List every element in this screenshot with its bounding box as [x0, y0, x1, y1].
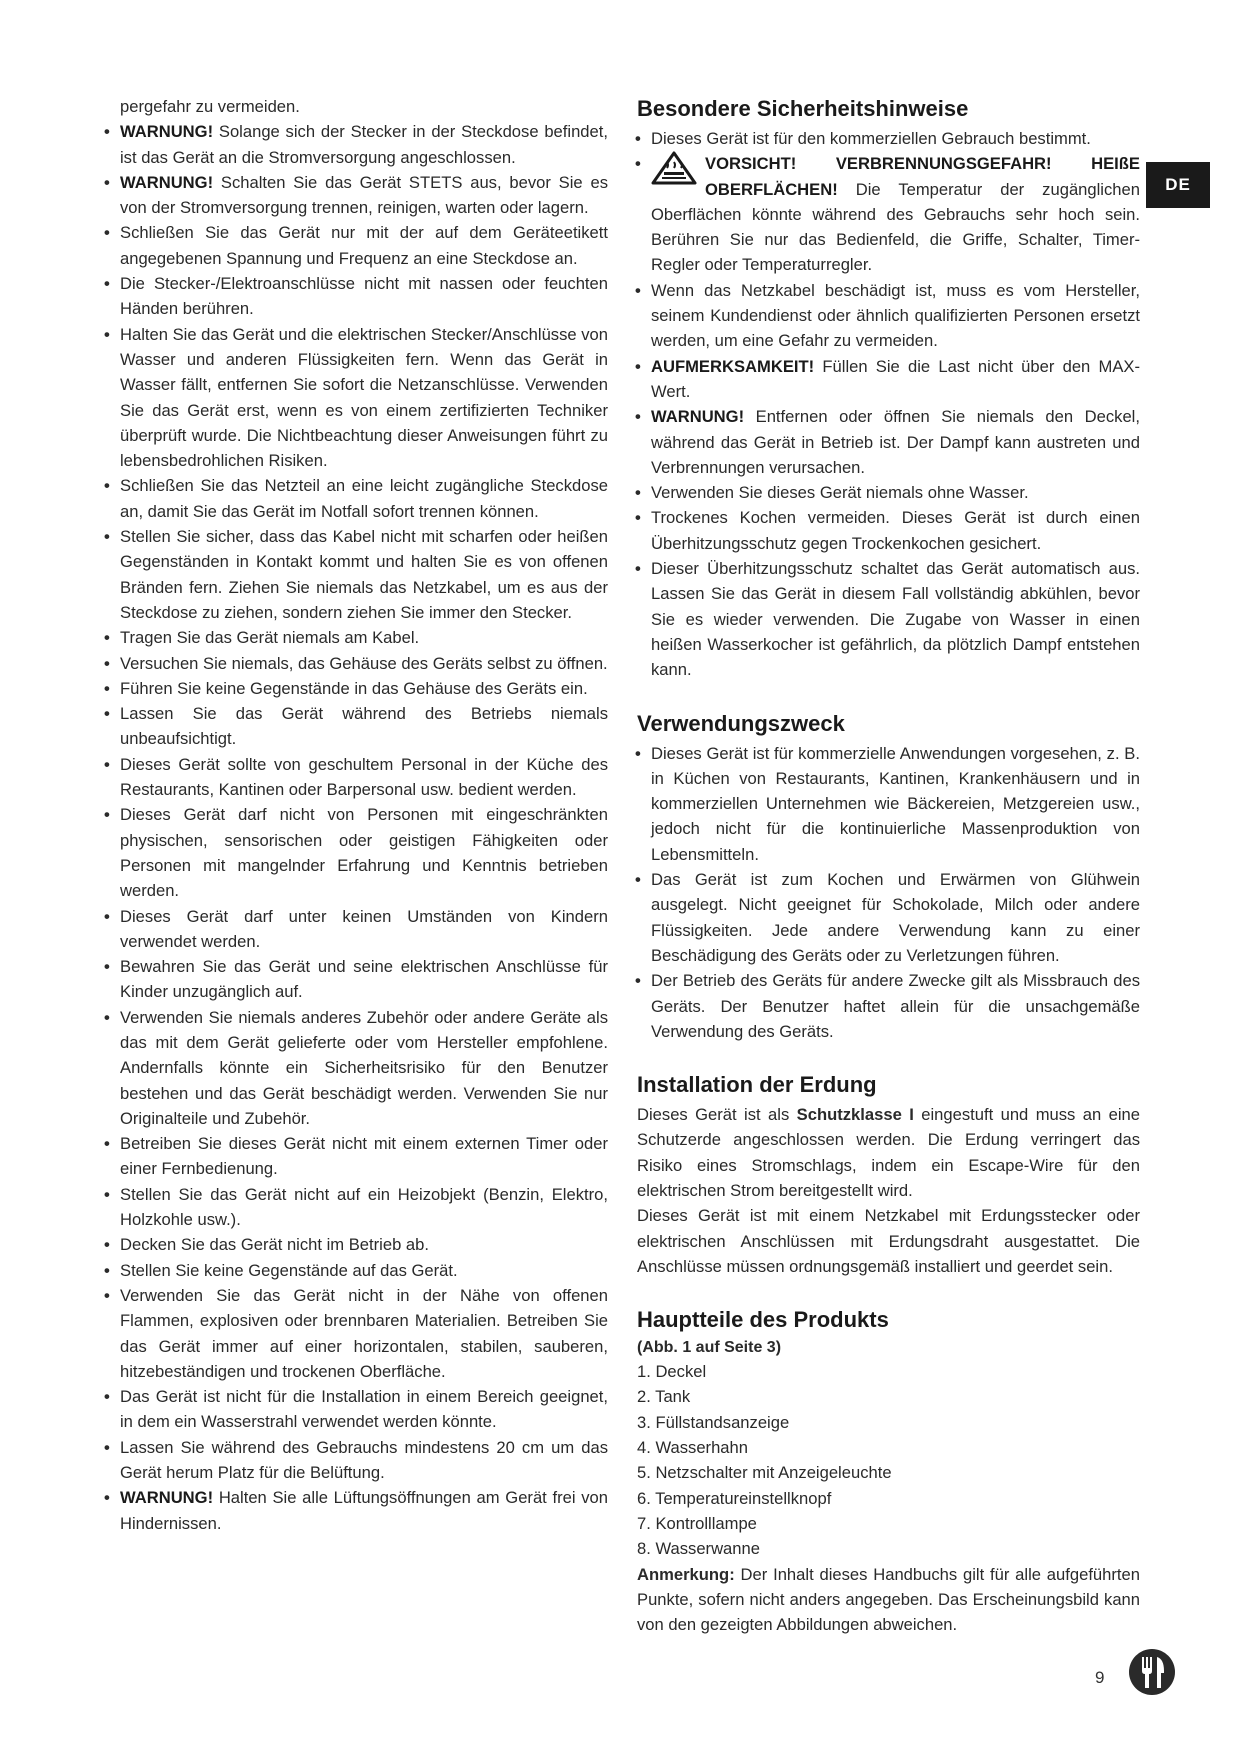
- list-item: • Verwenden Sie niemals anderes Zubehör oder andere Geräte als das mit dem Gerät gelieferte oder vom Hersteller empfohlene. Andernfalls könnte ein Sicherheitsrisiko für den Benutzer bestehen und das Gerät beschädigt werden. Verwenden Sie nur Originalteile und Zubehör.: [106, 1005, 608, 1131]
- language-tab: DE: [1146, 162, 1210, 208]
- list-item: • Tragen Sie das Gerät niemals am Kabel.: [106, 625, 608, 650]
- note-paragraph: Anmerkung: Der Inhalt dieses Handbuchs gilt für alle aufgeführten Punkte, sofern nicht anders angegeben. Das Erscheinungsbild kann von den gezeigten Abbildungen abweichen.: [637, 1564, 1140, 1635]
- list-item: • Führen Sie keine Gegenstände in das Gehäuse des Geräts ein.: [106, 676, 608, 701]
- warning-label: WARNUNG!: [651, 407, 745, 427]
- warning-label: WARNUNG!: [120, 1488, 214, 1508]
- list-item: 3. Füllstandsanzeige: [637, 1412, 790, 1432]
- list-item: • Betreiben Sie dieses Gerät nicht mit einem externen Timer oder einer Fernbedienung.: [106, 1131, 608, 1182]
- list-item: • Dieses Gerät sollte von geschultem Personal in der Küche des Restaurants, Kantinen oder Barpersonal usw. bedient werden.: [106, 752, 608, 803]
- caution-label: VORSICHT! VERBRENNUNGSGEFAHR! HEIßE OBERFLÄCHEN!: [705, 154, 1140, 199]
- list-item: • Der Betrieb des Geräts für andere Zwecke gilt als Missbrauch des Geräts. Der Benutzer haftet allein für die unsachgemäße Verwendung des Geräts.: [637, 968, 1140, 1044]
- section-title-usage: Verwendungszweck: [637, 710, 845, 736]
- list-item: • Dieses Gerät ist für kommerzielle Anwendungen vorgesehen, z. B. in Küchen von Restaurants, Kantinen, Krankenhäusern und in kommerziellen Unternehmen wie Bäckereien, Metzgereien usw., jedoch nicht für die kontinuierliche Massenproduktion von Lebensmitteln.: [637, 741, 1140, 867]
- list-item: • Das Gerät ist nicht für die Installation in einem Bereich geeignet, in dem ein Wasserstrahl verwendet werden könnte.: [106, 1384, 608, 1435]
- list-item: • Stellen Sie sicher, dass das Kabel nicht mit scharfen oder heißen Gegenständen in Kontakt kommt und halten Sie es von offenen Bränden fern. Ziehen Sie niemals das Netzkabel, um es aus der Steckdose zu ziehen, sondern ziehen Sie immer den Stecker.: [106, 524, 608, 625]
- grounding-paragraph-1: Dieses Gerät ist als Schutzklasse I eingestuft und muss an eine Schutzerde angeschlossen werden. Die Erdung verringert das Risiko eines Stromschlags, indem ein Escape-Wire für den elektrischen Strom bereitgestellt wird.: [637, 1105, 1140, 1200]
- parts-list: [637, 1359, 1140, 1561]
- parts-figure-reference: (Abb. 1 auf Seite 3): [637, 1339, 782, 1357]
- safety-list-right: [637, 126, 1140, 683]
- list-item: • Dieses Gerät darf nicht von Personen mit eingeschränkten physischen, sensorischen oder geistigen Fähigkeiten oder Personen mit mangelnder Erfahrung und Kenntnis betrieben werden.: [106, 802, 608, 903]
- section-title-grounding: Installation der Erdung: [637, 1072, 877, 1098]
- warning-label: WARNUNG!: [120, 122, 214, 142]
- list-item: • Dieses Gerät ist für den kommerziellen Gebrauch bestimmt.: [637, 126, 1140, 151]
- list-item: • WARNUNG! Entfernen oder öffnen Sie niemals den Deckel, während das Gerät in Betrieb ist. Der Dampf kann austreten und Verbrennungen verursachen.: [637, 404, 1140, 480]
- list-item: • WARNUNG! Halten Sie alle Lüftungsöffnungen am Gerät frei von Hindernissen.: [106, 1485, 608, 1536]
- left-column: [106, 94, 608, 1536]
- list-item: 1. Deckel: [637, 1362, 707, 1382]
- list-item: • Trockenes Kochen vermeiden. Dieses Gerät ist durch einen Überhitzungsschutz gegen Trockenkochen gesichert.: [637, 505, 1140, 556]
- usage-list: [637, 741, 1140, 1045]
- list-item: • Stellen Sie keine Gegenstände auf das Gerät.: [106, 1258, 608, 1283]
- list-item: • Versuchen Sie niemals, das Gehäuse des Geräts selbst zu öffnen.: [106, 651, 608, 676]
- list-item: 4. Wasserhahn: [637, 1438, 748, 1458]
- grounding-paragraph-2: Dieses Gerät ist mit einem Netzkabel mit Erdungsstecker oder elektrischen Anschlüssen mit Erdungsdraht ausgestattet. Die Anschlüsse müssen ordnungsgemäß installiert und geerdet sein.: [637, 1206, 1140, 1276]
- list-item: 2. Tank: [637, 1387, 691, 1407]
- list-item: • AUFMERKSAMKEIT! Füllen Sie die Last nicht über den MAX-Wert.: [637, 354, 1140, 405]
- list-item: • Schließen Sie das Netzteil an eine leicht zugängliche Steckdose an, damit Sie das Gerät im Notfall sofort trennen können.: [106, 473, 608, 524]
- list-item: • Die Stecker-/Elektroanschlüsse nicht mit nassen oder feuchten Händen berühren.: [106, 271, 608, 322]
- continued-text: pergefahr zu vermeiden.: [120, 97, 300, 116]
- warning-label: WARNUNG!: [120, 172, 214, 192]
- list-item: • Dieses Gerät darf unter keinen Umständen von Kindern verwendet werden.: [106, 904, 608, 955]
- right-column: [637, 94, 1140, 1637]
- hot-surface-warning-icon: [651, 151, 697, 185]
- cutlery-logo-icon: [1128, 1648, 1176, 1696]
- section-title-safety: Besondere Sicherheitshinweise: [637, 96, 969, 121]
- section-title-parts: Hauptteile des Produkts: [637, 1307, 889, 1333]
- list-item: • Das Gerät ist zum Kochen und Erwärmen von Glühwein ausgelegt. Nicht geeignet für Schokolade, Milch oder andere Flüssigkeiten. Jede andere Verwendung kann zu einer Beschädigung des Geräts oder zu Verletzungen führen.: [637, 867, 1140, 968]
- list-item: • Decken Sie das Gerät nicht im Betrieb ab.: [106, 1232, 608, 1257]
- list-item: • Dieser Überhitzungsschutz schaltet das Gerät automatisch aus. Lassen Sie das Gerät in diesem Fall vollständig abkühlen, bevor Sie es wieder verwenden. Die Zugabe von Wasser in einen heißen Wasserkocher ist gefährlich, da plötzlich Dampf entstehen kann.: [637, 556, 1140, 682]
- list-item: • Lassen Sie das Gerät während des Betriebs niemals unbeaufsichtigt.: [106, 701, 608, 752]
- list-item: • WARNUNG! Solange sich der Stecker in der Steckdose befindet, ist das Gerät an die Stromversorgung angeschlossen.: [106, 119, 608, 170]
- list-item: • Bewahren Sie das Gerät und seine elektrischen Anschlüsse für Kinder unzugänglich auf.: [106, 954, 608, 1005]
- safety-list-left: [106, 119, 608, 1536]
- list-item: • WARNUNG! Schalten Sie das Gerät STETS aus, bevor Sie es von der Stromversorgung trennen, reinigen, warten oder lagern.: [106, 170, 608, 221]
- list-item: • Schließen Sie das Gerät nur mit der auf dem Geräteetikett angegebenen Spannung und Frequenz an eine Steckdose an.: [106, 220, 608, 271]
- list-item-caution: • VORSICHT! VERBRENNUNGSGEFAHR! HEIßE OBERFLÄCHEN! Die Temperatur der zugänglichen Oberflächen könnte während des Gebrauchs sehr hoch sein. Berühren Sie nur das Bedienfeld, die Griffe, Schalter, Timer-Regler oder Temperaturregler.: [637, 151, 1140, 277]
- list-item: 5. Netzschalter mit Anzeigeleuchte: [637, 1463, 892, 1483]
- protection-class: Schutzklasse I: [796, 1105, 914, 1125]
- list-item: • Stellen Sie das Gerät nicht auf ein Heizobjekt (Benzin, Elektro, Holzkohle usw.).: [106, 1182, 608, 1233]
- list-item: 7. Kontrolllampe: [637, 1513, 757, 1533]
- list-item: • Halten Sie das Gerät und die elektrischen Stecker/Anschlüsse von Wasser und anderen Flüssigkeiten fern. Wenn das Gerät in Wasser fällt, entfernen Sie sofort die Netzanschlüsse. Verwenden Sie das Gerät erst, wenn es von einem zertifizierten Techniker überprüft wurde. Die Nichtbeachtung dieser Anweisungen führt zu lebensbedrohlichen Risiken.: [106, 322, 608, 474]
- list-item: • Verwenden Sie dieses Gerät niemals ohne Wasser.: [637, 480, 1140, 505]
- page-number: 9: [1095, 1668, 1105, 1687]
- attention-label: AUFMERKSAMKEIT!: [651, 356, 815, 376]
- list-item: 6. Temperatureinstellknopf: [637, 1488, 832, 1508]
- list-item: • Lassen Sie während des Gebrauchs mindestens 20 cm um das Gerät herum Platz für die Belüftung.: [106, 1435, 608, 1486]
- list-item: • Verwenden Sie das Gerät nicht in der Nähe von offenen Flammen, explosiven oder brennbaren Materialien. Betreiben Sie das Gerät immer auf einer horizontalen, stabilen, sauberen, hitzebeständigen und trockenen Oberfläche.: [106, 1283, 608, 1384]
- list-item: • Wenn das Netzkabel beschädigt ist, muss es vom Hersteller, seinem Kundendienst oder ähnlich qualifizierten Personen ersetzt werden, um eine Gefahr zu vermeiden.: [637, 278, 1140, 354]
- note-label: Anmerkung:: [637, 1564, 735, 1584]
- list-item: 8. Wasserwanne: [637, 1539, 760, 1559]
